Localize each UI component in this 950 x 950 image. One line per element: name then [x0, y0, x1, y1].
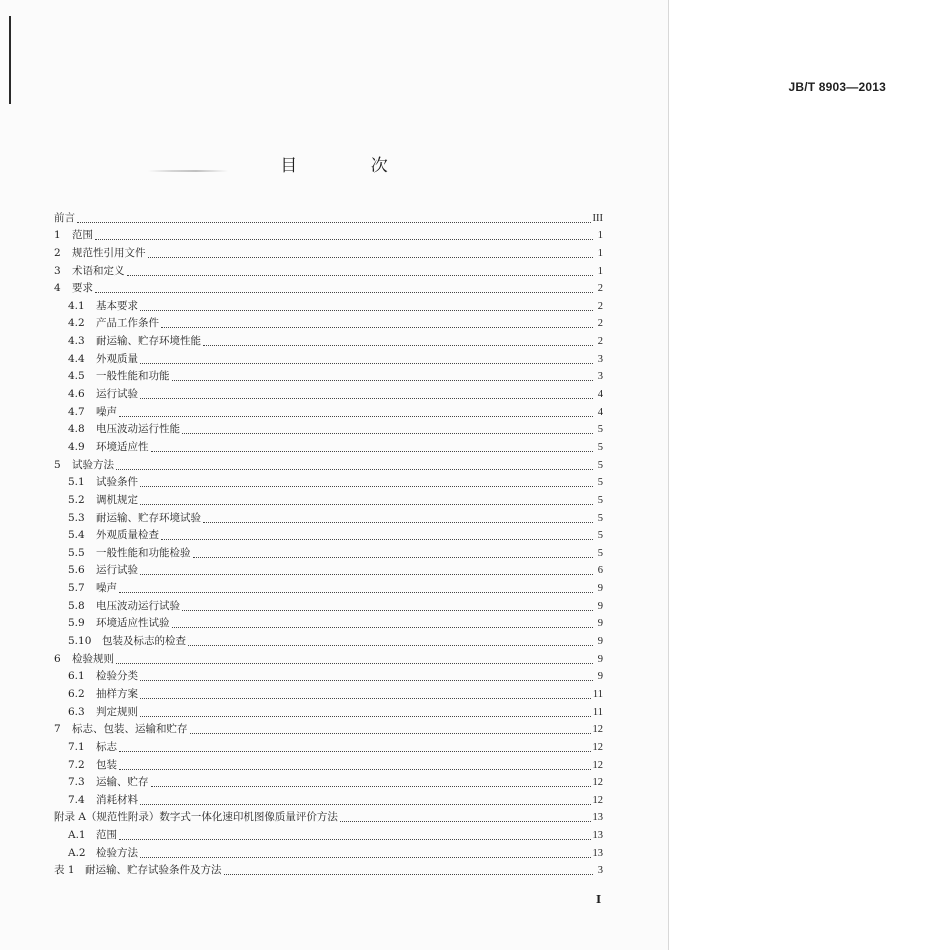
toc-entry-title: 检验方法: [96, 846, 138, 859]
toc-entry-page: 9: [597, 671, 603, 683]
toc-entry-page: 13: [592, 847, 603, 859]
toc-entry[interactable]: [54, 542, 603, 560]
toc-entry-number: 7: [54, 723, 61, 736]
toc-entry[interactable]: [54, 489, 603, 507]
toc-entry-page: 9: [597, 600, 603, 612]
toc-entry-number: 4.4: [68, 352, 85, 365]
toc-entry[interactable]: [54, 436, 603, 454]
toc-entry-title: 电压波动运行试验: [96, 599, 180, 612]
document-code: JB/T 8903—2013: [788, 80, 886, 94]
toc-entry-page: 6: [597, 565, 603, 577]
toc-entry-number: 5.3: [68, 511, 85, 524]
toc-dot-leader: [116, 662, 593, 664]
toc-dot-leader: [151, 785, 591, 787]
toc-entry[interactable]: [54, 348, 603, 366]
toc-entry[interactable]: [54, 401, 603, 419]
toc-entry-number: 7.2: [68, 758, 85, 771]
toc-entry-page: 9: [597, 653, 603, 665]
toc-entry-page: 12: [592, 741, 603, 753]
toc-dot-leader: [340, 820, 591, 822]
toc-entry-title: 试验条件: [96, 476, 138, 489]
page-number: I: [596, 893, 602, 906]
toc-entry-page: 3: [597, 371, 603, 383]
toc-dot-leader: [140, 485, 593, 487]
toc-entry-number: 4.2: [68, 317, 85, 330]
toc-entry[interactable]: [54, 560, 603, 578]
toc-dot-leader: [224, 873, 593, 875]
toc-entry[interactable]: [54, 472, 603, 490]
toc-entry-page: 2: [597, 300, 603, 312]
toc-dot-leader: [182, 432, 593, 434]
toc-entry-page: 11: [592, 706, 603, 718]
toc-entry-number: 5.8: [68, 599, 85, 612]
toc-entry[interactable]: [54, 807, 603, 825]
toc-entry-page: 2: [597, 318, 603, 330]
toc-dot-leader: [119, 415, 593, 417]
toc-entry-title: 标志: [96, 740, 117, 753]
toc-entry-page: 11: [592, 688, 603, 700]
toc-entry-page: III: [592, 212, 603, 224]
toc-entry[interactable]: [54, 260, 603, 278]
toc-entry[interactable]: [54, 507, 603, 525]
toc-dot-leader: [203, 344, 593, 346]
toc-entry-title: 检验分类: [96, 670, 138, 683]
toc-dot-leader: [140, 697, 591, 699]
toc-entry[interactable]: [54, 736, 603, 754]
toc-entry-title: 噪声: [96, 405, 117, 418]
toc-dot-leader: [151, 450, 594, 452]
toc-dot-leader: [140, 397, 593, 399]
toc-entry-number: 5.2: [68, 493, 85, 506]
toc-entry-number: 4.7: [68, 405, 85, 418]
toc-entry-title: 环境适应性: [96, 440, 149, 453]
page-edge: [668, 0, 669, 950]
toc-dot-leader: [119, 768, 591, 770]
toc-dot-leader: [203, 521, 593, 523]
toc-entry[interactable]: [54, 648, 603, 666]
toc-entry-number: 4.9: [68, 440, 85, 453]
toc-entry-title: 基本要求: [96, 299, 138, 312]
toc-entry-page: 2: [597, 283, 603, 295]
toc-entry[interactable]: [54, 295, 603, 313]
toc-entry-title: 耐运输、贮存环境性能: [96, 335, 201, 348]
toc-dot-leader: [140, 362, 593, 364]
toc-entry[interactable]: [54, 754, 603, 772]
toc-entry-title: 外观质量检查: [96, 529, 159, 542]
toc-entry-page: 13: [592, 812, 603, 824]
toc-entry-title: 耐运输、贮存环境试验: [96, 511, 201, 524]
toc-dot-leader: [127, 274, 594, 276]
toc-entry-page: 5: [597, 424, 603, 436]
toc-entry-title: 术语和定义: [72, 264, 125, 277]
toc-dot-leader: [182, 609, 593, 611]
toc-entry-title: 前言: [54, 211, 75, 224]
toc-entry-number: 5.6: [68, 564, 85, 577]
toc-entry-title: 判定规则: [96, 705, 138, 718]
toc-entry-number: 5.7: [68, 582, 85, 595]
toc-entry[interactable]: [54, 789, 603, 807]
toc-entry-title: 运行试验: [96, 388, 138, 401]
toc-entry-number: 2: [54, 246, 61, 259]
toc-entry-number: 6.2: [68, 687, 85, 700]
toc-dot-leader: [148, 256, 594, 258]
toc-entry-page: 4: [597, 406, 603, 418]
toc-entry-number: 5.5: [68, 546, 85, 559]
toc-entry-page: 12: [592, 777, 603, 789]
toc-dot-leader: [161, 538, 593, 540]
toc-entry-title: 一般性能和功能检验: [96, 546, 191, 559]
toc-entry-page: 12: [592, 794, 603, 806]
toc-entry-page: 1: [597, 265, 603, 277]
toc-dot-leader: [140, 573, 593, 575]
toc-entry-page: 3: [597, 865, 603, 877]
toc-entry[interactable]: [54, 366, 603, 384]
toc-entry[interactable]: [54, 595, 603, 613]
toc-entry-number: 4.5: [68, 370, 85, 383]
toc-entry-page: 12: [592, 724, 603, 736]
toc-entry-title: 标志、包装、运输和贮存: [72, 723, 188, 736]
toc-entry[interactable]: [54, 613, 603, 631]
toc-entry-title: 要求: [72, 282, 93, 295]
toc-entry-number: 5.1: [68, 476, 85, 489]
toc-entry-number: 4.6: [68, 388, 85, 401]
toc-dot-leader: [95, 238, 593, 240]
toc-entry-title: 一般性能和功能: [96, 370, 170, 383]
toc-entry-title: 表 1 耐运输、贮存试验条件及方法: [54, 864, 222, 877]
toc-dot-leader: [119, 750, 591, 752]
toc-entry-title: 运行试验: [96, 564, 138, 577]
toc-entry-number: 4.3: [68, 335, 85, 348]
toc-dot-leader: [188, 644, 593, 646]
toc-entry-page: 9: [597, 618, 603, 630]
toc-entry-page: 1: [597, 230, 603, 242]
toc-entry-title: 范围: [72, 229, 93, 242]
toc-entry[interactable]: [54, 278, 603, 296]
toc-entry-page: 5: [597, 530, 603, 542]
toc-entry-page: 9: [597, 636, 603, 648]
toc-dot-leader: [140, 679, 593, 681]
toc-entry[interactable]: [54, 383, 603, 401]
toc-dot-leader: [95, 291, 593, 293]
toc-entry-page: 5: [597, 477, 603, 489]
toc-entry-title: 附录 A（规范性附录）数字式一体化速印机图像质量评价方法: [54, 811, 338, 824]
toc-entry-title: 产品工作条件: [96, 317, 159, 330]
toc-dot-leader: [119, 838, 591, 840]
toc-entry-number: 5.10: [68, 635, 92, 648]
toc-entry[interactable]: [54, 842, 603, 860]
toc-entry[interactable]: [54, 525, 603, 543]
toc-entry[interactable]: [54, 630, 603, 648]
toc-entry-title: 抽样方案: [96, 687, 138, 700]
toc-entry-title: 检验规则: [72, 652, 114, 665]
toc-entry-title: 包装: [96, 758, 117, 771]
toc-entry-title: 调机规定: [96, 493, 138, 506]
toc-entry-page: 5: [597, 547, 603, 559]
toc-entry-title: 电压波动运行性能: [96, 423, 180, 436]
toc-entry-number: A.2: [68, 846, 86, 859]
toc-entry-number: 5: [54, 458, 61, 471]
toc-entry-number: 7.1: [68, 740, 85, 753]
toc-dot-leader: [116, 468, 593, 470]
toc-entry[interactable]: [54, 225, 603, 243]
toc-entry[interactable]: [54, 577, 603, 595]
toc-entry-title: 范围: [96, 829, 117, 842]
toc-dot-leader: [172, 626, 594, 628]
toc-dot-leader: [140, 715, 591, 717]
toc-dot-leader: [140, 309, 593, 311]
toc-entry-number: 7.4: [68, 793, 85, 806]
toc-entry-page: 2: [597, 336, 603, 348]
toc-entry[interactable]: [54, 719, 603, 737]
toc-entry-number: 7.3: [68, 776, 85, 789]
toc-entry-number: 3: [54, 264, 61, 277]
toc-entry-title: 规范性引用文件: [72, 246, 146, 259]
toc-dot-leader: [161, 326, 593, 328]
toc-entry[interactable]: [54, 330, 603, 348]
toc-entry-number: 5.4: [68, 529, 85, 542]
toc-entry-number: 6.3: [68, 705, 85, 718]
toc-entry-number: 1: [54, 229, 61, 242]
toc-dot-leader: [140, 856, 591, 858]
toc-entry-title: 消耗材料: [96, 793, 138, 806]
binding-mark: [9, 16, 11, 104]
toc-dot-leader: [119, 591, 593, 593]
toc-dot-leader: [77, 221, 591, 223]
toc-entry[interactable]: [54, 242, 603, 260]
toc-entry[interactable]: [54, 666, 603, 684]
toc-entry-page: 1: [597, 247, 603, 259]
toc-entry-page: 5: [597, 512, 603, 524]
toc-entry[interactable]: [54, 824, 603, 842]
toc-dot-leader: [172, 379, 594, 381]
toc-entry-page: 9: [597, 583, 603, 595]
toc-title: 目 次: [280, 156, 422, 176]
toc-entry-page: 5: [597, 494, 603, 506]
toc-entry[interactable]: [54, 772, 603, 790]
toc-entry[interactable]: [54, 313, 603, 331]
toc-entry-title: 噪声: [96, 582, 117, 595]
toc-entry[interactable]: [54, 701, 603, 719]
toc-entry-page: 13: [592, 830, 603, 842]
toc-entry-number: 6.1: [68, 670, 85, 683]
toc-entry-page: 12: [592, 759, 603, 771]
toc-dot-leader: [190, 732, 591, 734]
toc-dot-leader: [193, 556, 594, 558]
toc-entry-title: 运输、贮存: [96, 776, 149, 789]
toc-entry-page: 5: [597, 441, 603, 453]
toc-entry[interactable]: [54, 454, 603, 472]
toc-entry[interactable]: [54, 419, 603, 437]
toc-entry-number: 4: [54, 282, 61, 295]
toc-entry[interactable]: [54, 207, 603, 225]
toc-entry-title: 外观质量: [96, 352, 138, 365]
toc-entry-number: A.1: [68, 829, 86, 842]
toc-entry[interactable]: [54, 683, 603, 701]
toc-dot-leader: [140, 803, 591, 805]
table-of-contents: [54, 207, 603, 877]
toc-entry-number: 6: [54, 652, 61, 665]
toc-entry-number: 5.9: [68, 617, 85, 630]
toc-entry-number: 4.1: [68, 299, 85, 312]
toc-entry[interactable]: [54, 860, 603, 878]
toc-dot-leader: [140, 503, 593, 505]
toc-entry-page: 3: [597, 353, 603, 365]
toc-entry-title: 包装及标志的检查: [102, 635, 186, 648]
toc-entry-title: 试验方法: [72, 458, 114, 471]
toc-entry-page: 4: [597, 389, 603, 401]
toc-entry-number: 4.8: [68, 423, 85, 436]
toc-entry-page: 5: [597, 459, 603, 471]
toc-entry-title: 环境适应性试验: [96, 617, 170, 630]
